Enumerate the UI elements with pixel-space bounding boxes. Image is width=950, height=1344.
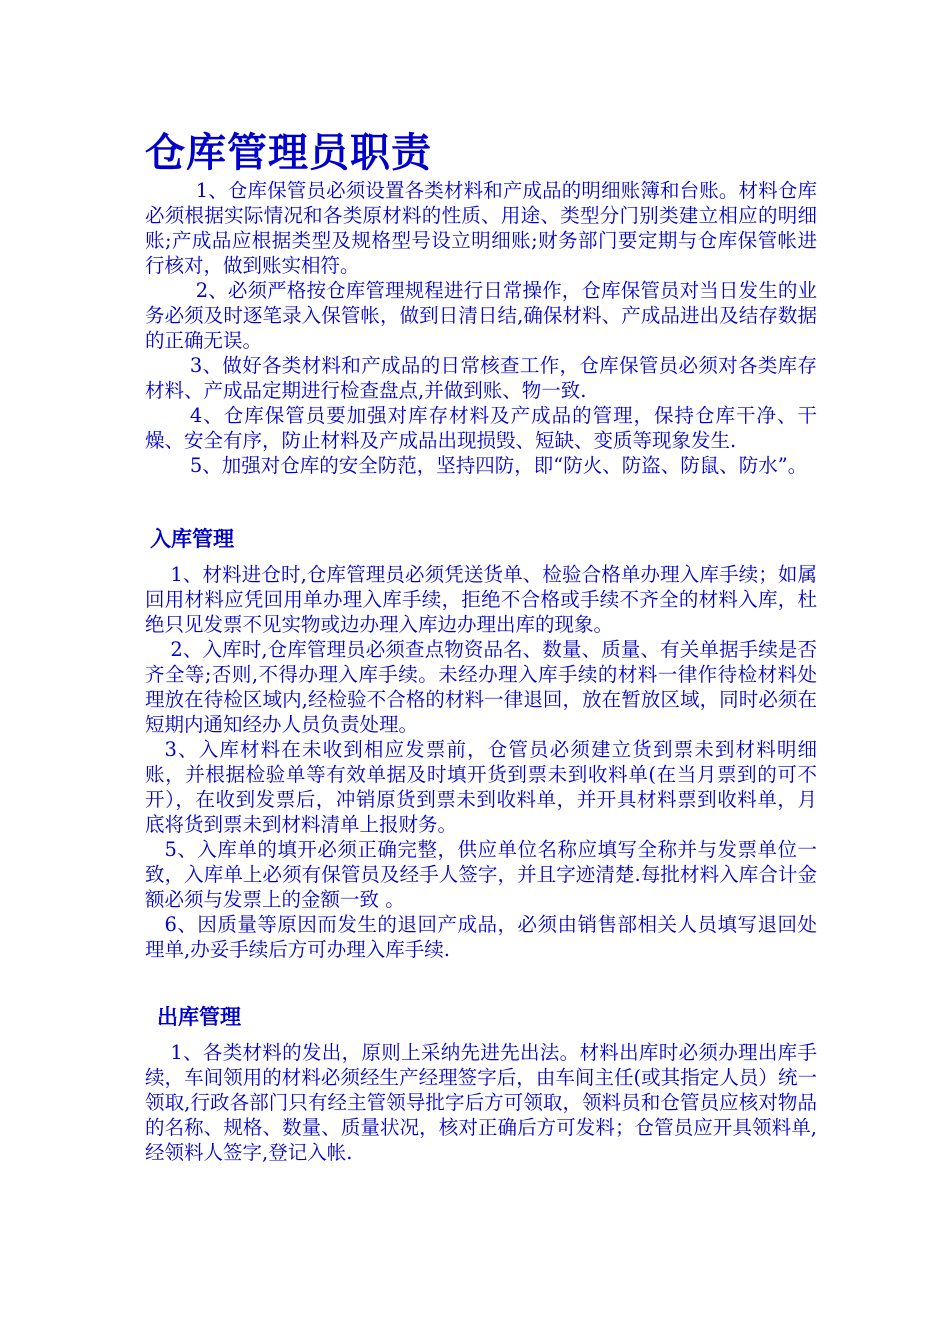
intro-section [145, 178, 817, 478]
intro-paragraph-3: 3、做好各类材料和产成品的日常核查工作，仓库保管员必须对各类库存材料、产成品定期进行检查盘点,并做到账、物一致. [145, 354, 817, 402]
inbound-section [145, 524, 817, 962]
inbound-paragraph-4: 5、入库单的填开必须正确完整，供应单位名称应填写全称并与发票单位一致，入库单上必须有保管员及经手人签字，并且字迹清楚.每批材料入库合计金额必须与发票上的金额一致 。 [145, 838, 817, 911]
intro-paragraph-2: 2、必须严格按仓库管理规程进行日常操作，仓库保管员对当日发生的业务必须及时逐笔录入保管帐，做到日清日结,确保材料、产成品进出及结存数据的正确无误。 [145, 279, 817, 352]
inbound-heading: 入库管理 [150, 527, 234, 551]
intro-paragraph-1: 1、仓库保管员必须设置各类材料和产成品的明细账簿和台账。材料仓库必须根据实际情况和各类原材料的性质、用途、类型分门别类建立相应的明细账;产成品应根据类型及规格型号设立明细账;财务部门要定期与仓库保管帐进行核对，做到账实相符。 [145, 179, 817, 277]
outbound-section [145, 1002, 817, 1165]
outbound-paragraph-1: 1、各类材料的发出，原则上采纳先进先出法。材料出库时必须办理出库手续，车间领用的材料必须经生产经理签字后，由车间主任(或其指定人员）统一领取,行政各部门只有经主管领导批字后方可领取，领料员和仓管员应核对物品的名称、规格、数量、质量状况，核对正确后方可发料；仓管员应开具领料单,经领料人签字,登记入帐. [145, 1041, 817, 1164]
inbound-paragraph-2: 2、入库时,仓库管理员必须查点物资品名、数量、质量、有关单据手续是否齐全等;否则,不得办理入库手续。未经办理入库手续的材料一律作待检材料处理放在待检区域内,经检验不合格的材料一律退回，放在暂放区域，同时必须在短期内通知经办人员负责处理。 [145, 638, 817, 736]
document-title: 仓库管理员职责 [145, 129, 432, 176]
document-page [145, 128, 817, 1165]
intro-paragraph-5: 5、加强对仓库的安全防范，坚持四防，即“防火、防盗、防鼠、防水”。 [189, 454, 808, 477]
inbound-paragraph-3: 3、入库材料在未收到相应发票前，仓管员必须建立货到票未到材料明细账，并根据检验单等有效单据及时填开货到票未到收料单(在当月票到的可不开），在收到发票后，冲销原货到票未到收料单，并开具材料票到收料单，月底将货到票未到材料清单上报财务。 [145, 738, 817, 836]
outbound-heading: 出库管理 [157, 1005, 241, 1029]
inbound-paragraph-5: 6、因质量等原因而发生的退回产成品，必须由销售部相关人员填写退回处理单,办妥手续后方可办理入库手续. [145, 913, 817, 961]
intro-paragraph-4: 4、仓库保管员要加强对库存材料及产成品的管理，保持仓库干净、干燥、安全有序，防止材料及产成品出现损毁、短缺、变质等现象发生. [145, 404, 817, 452]
inbound-paragraph-1: 1、材料进仓时,仓库管理员必须凭送货单、检验合格单办理入库手续；如属回用材料应凭回用单办理入库手续，拒绝不合格或手续不齐全的材料入库，杜绝只见发票不见实物或边办理入库边办理出库的现象。 [145, 563, 817, 636]
